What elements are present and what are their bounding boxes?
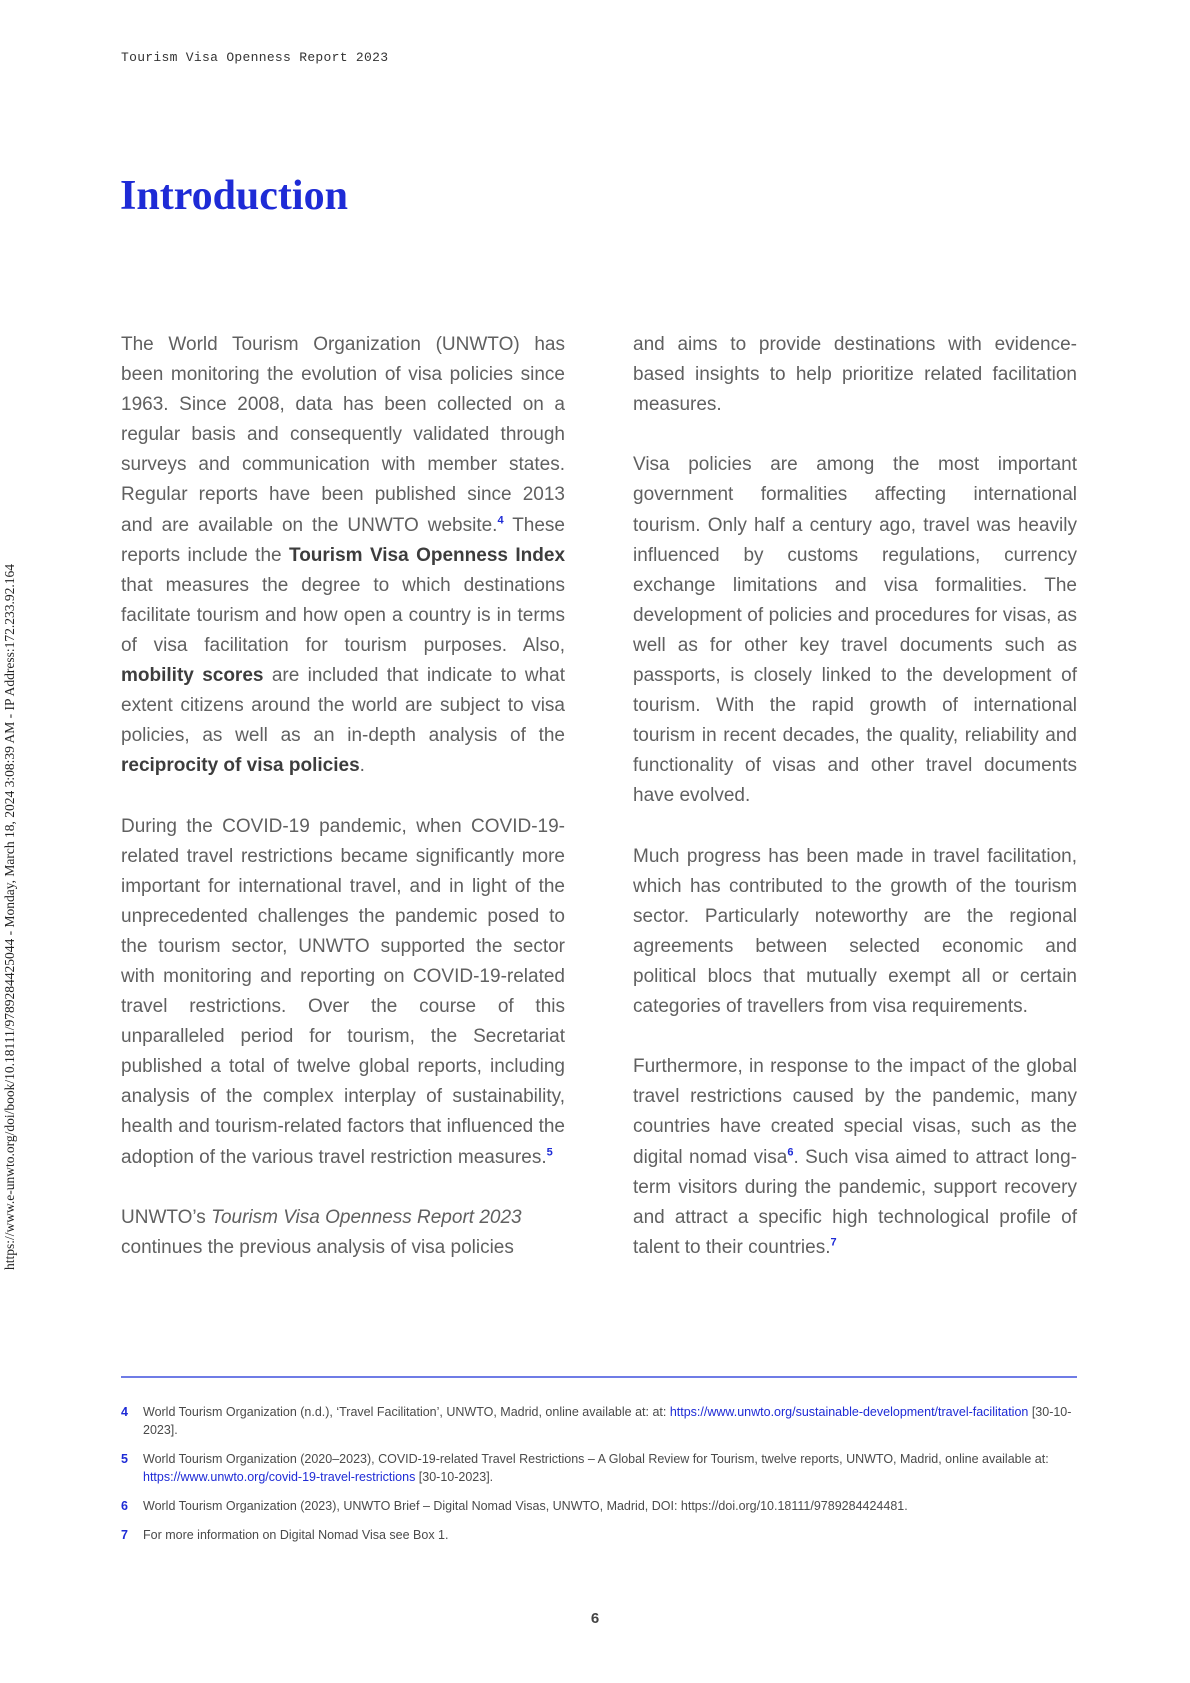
footnote-number: 4 xyxy=(121,1405,128,1419)
side-watermark: https://www.e-unwto.org/doi/book/10.18111/9789284425044 - Monday, March 18, 2024 3:08:39 AM - IP Address:172.233.92.164 xyxy=(2,564,17,1270)
footnote-item xyxy=(121,1497,1077,1515)
left-paragraph-3 xyxy=(121,1203,565,1263)
right-paragraph-2: Visa policies are among the most important government formalities affecting international tourism. Only half a century ago, travel was heavily influenced by customs regulations, currency exchange limitations and visa formalities. The development of policies and procedures for visas, as well as for other key travel documents such as passports, is closely linked to the development of tourism. With the rapid growth of international tourism in recent decades, the quality, reliability and functionality of visas and other travel documents have evolved. xyxy=(633,454,1077,807)
footnote-ref-4[interactable]: 4 xyxy=(497,514,504,527)
footnote-link[interactable]: https://www.unwto.org/sustainable-development/travel-facilitation xyxy=(669,1405,1029,1419)
footnote-item xyxy=(121,1403,1077,1439)
page-number: 6 xyxy=(590,1610,600,1627)
text-span: During the COVID-19 pandemic, when COVID-19-related travel restrictions became significantly more important for international travel, and in light of the unprecedented challenges the pandemic posed to the tourism sector, UNWTO supported the sector with monitoring and reporting on COVID-19-related travel restrictions. Over the course of this unparalleled period for tourism, the Secretariat published a total of twelve global reports, including analysis of the complex interplay of sustainability, health and tourism-related factors that influenced the adoption of the various travel restriction measures. xyxy=(121,815,565,1168)
bold-term-tvoi: Tourism Visa Openness Index xyxy=(289,544,566,566)
text-span: continues the previous analysis of visa policies xyxy=(121,1236,514,1258)
footnote-divider xyxy=(121,1376,1077,1378)
footnote-link[interactable]: https://www.unwto.org/covid-19-travel-restrictions xyxy=(143,1470,416,1484)
footnote-ref-7[interactable]: 7 xyxy=(830,1236,837,1249)
text-span: [30-10-2023]. xyxy=(143,1405,1072,1437)
right-paragraph-3: Much progress has been made in travel facilitation, which has contributed to the growth of the tourism sector. Particularly noteworthy are the regional agreements between selected economic and political blocs that mutually exempt all or certain categories of travellers from visa requirements. xyxy=(633,845,1077,1018)
text-span: . xyxy=(359,755,365,777)
page-title: Introduction xyxy=(120,173,348,219)
report-title-italic: Tourism Visa Openness Report 2023 xyxy=(211,1206,522,1228)
footnote-item xyxy=(121,1450,1077,1486)
text-span: UNWTO’s xyxy=(121,1206,212,1228)
text-span: World Tourism Organization (n.d.), ‘Travel Facilitation’, UNWTO, Madrid, online available at: at: xyxy=(143,1405,670,1419)
text-span: Furthermore, in response to the impact of the global travel restrictions caused by the pandemic, many countries have created special visas, such as the digital nomad visa xyxy=(633,1056,1077,1168)
footnote-text: World Tourism Organization (2023), UNWTO Brief – Digital Nomad Visas, UNWTO, Madrid, DOI: https://doi.org/10.18111/9789284424481. xyxy=(143,1499,908,1513)
footnote-ref-5[interactable]: 5 xyxy=(546,1146,553,1159)
footnote-text xyxy=(143,1450,1077,1486)
text-span: These reports include the xyxy=(121,514,565,566)
footnote-text: For more information on Digital Nomad Visa see Box 1. xyxy=(143,1528,449,1542)
text-span: that measures the degree to which destinations facilitate tourism and how open a country is in terms of visa facilitation for tourism purposes. Also, xyxy=(121,574,565,656)
footnote-ref-6[interactable]: 6 xyxy=(787,1146,794,1159)
left-paragraph-1 xyxy=(121,330,565,781)
bold-term-reciprocity: reciprocity of visa policies xyxy=(121,755,360,777)
text-span: are included that indicate to what extent citizens around the world are subject to visa policies, as well as an in-depth analysis of the xyxy=(121,665,565,747)
footnote-number: 7 xyxy=(121,1528,128,1542)
left-column xyxy=(121,330,565,1293)
bold-term-mobility-scores: mobility scores xyxy=(121,665,264,687)
right-paragraph-4 xyxy=(633,1052,1077,1263)
footnote-number: 6 xyxy=(121,1499,128,1513)
footnote-item xyxy=(121,1526,1077,1544)
right-paragraph-1: and aims to provide destinations with evidence-based insights to help prioritize related facilitation measures. xyxy=(633,334,1077,416)
footnote-number: 5 xyxy=(121,1452,128,1466)
text-span: The World Tourism Organization (UNWTO) has been monitoring the evolution of visa policies since 1963. Since 2008, data has been collected on a regular basis and consequently validated through surveys and communication with member states. Regular reports have been published since 2013 and are available on the UNWTO website. xyxy=(121,334,565,536)
text-span: . Such visa aimed to attract long-term visitors during the pandemic, support recovery and attract a specific high technological profile of talent to their countries. xyxy=(633,1146,1077,1258)
text-span: [30-10-2023]. xyxy=(415,1470,494,1484)
footnote-text xyxy=(143,1403,1077,1439)
text-span: World Tourism Organization (2020–2023), COVID-19-related Travel Restrictions – A Global Review for Tourism, twelve reports, UNWTO, Madrid, online available at: xyxy=(143,1452,1049,1466)
running-header: Tourism Visa Openness Report 2023 xyxy=(121,50,389,65)
footnotes xyxy=(121,1403,1077,1555)
left-paragraph-2 xyxy=(121,812,565,1173)
right-column xyxy=(633,330,1077,1293)
